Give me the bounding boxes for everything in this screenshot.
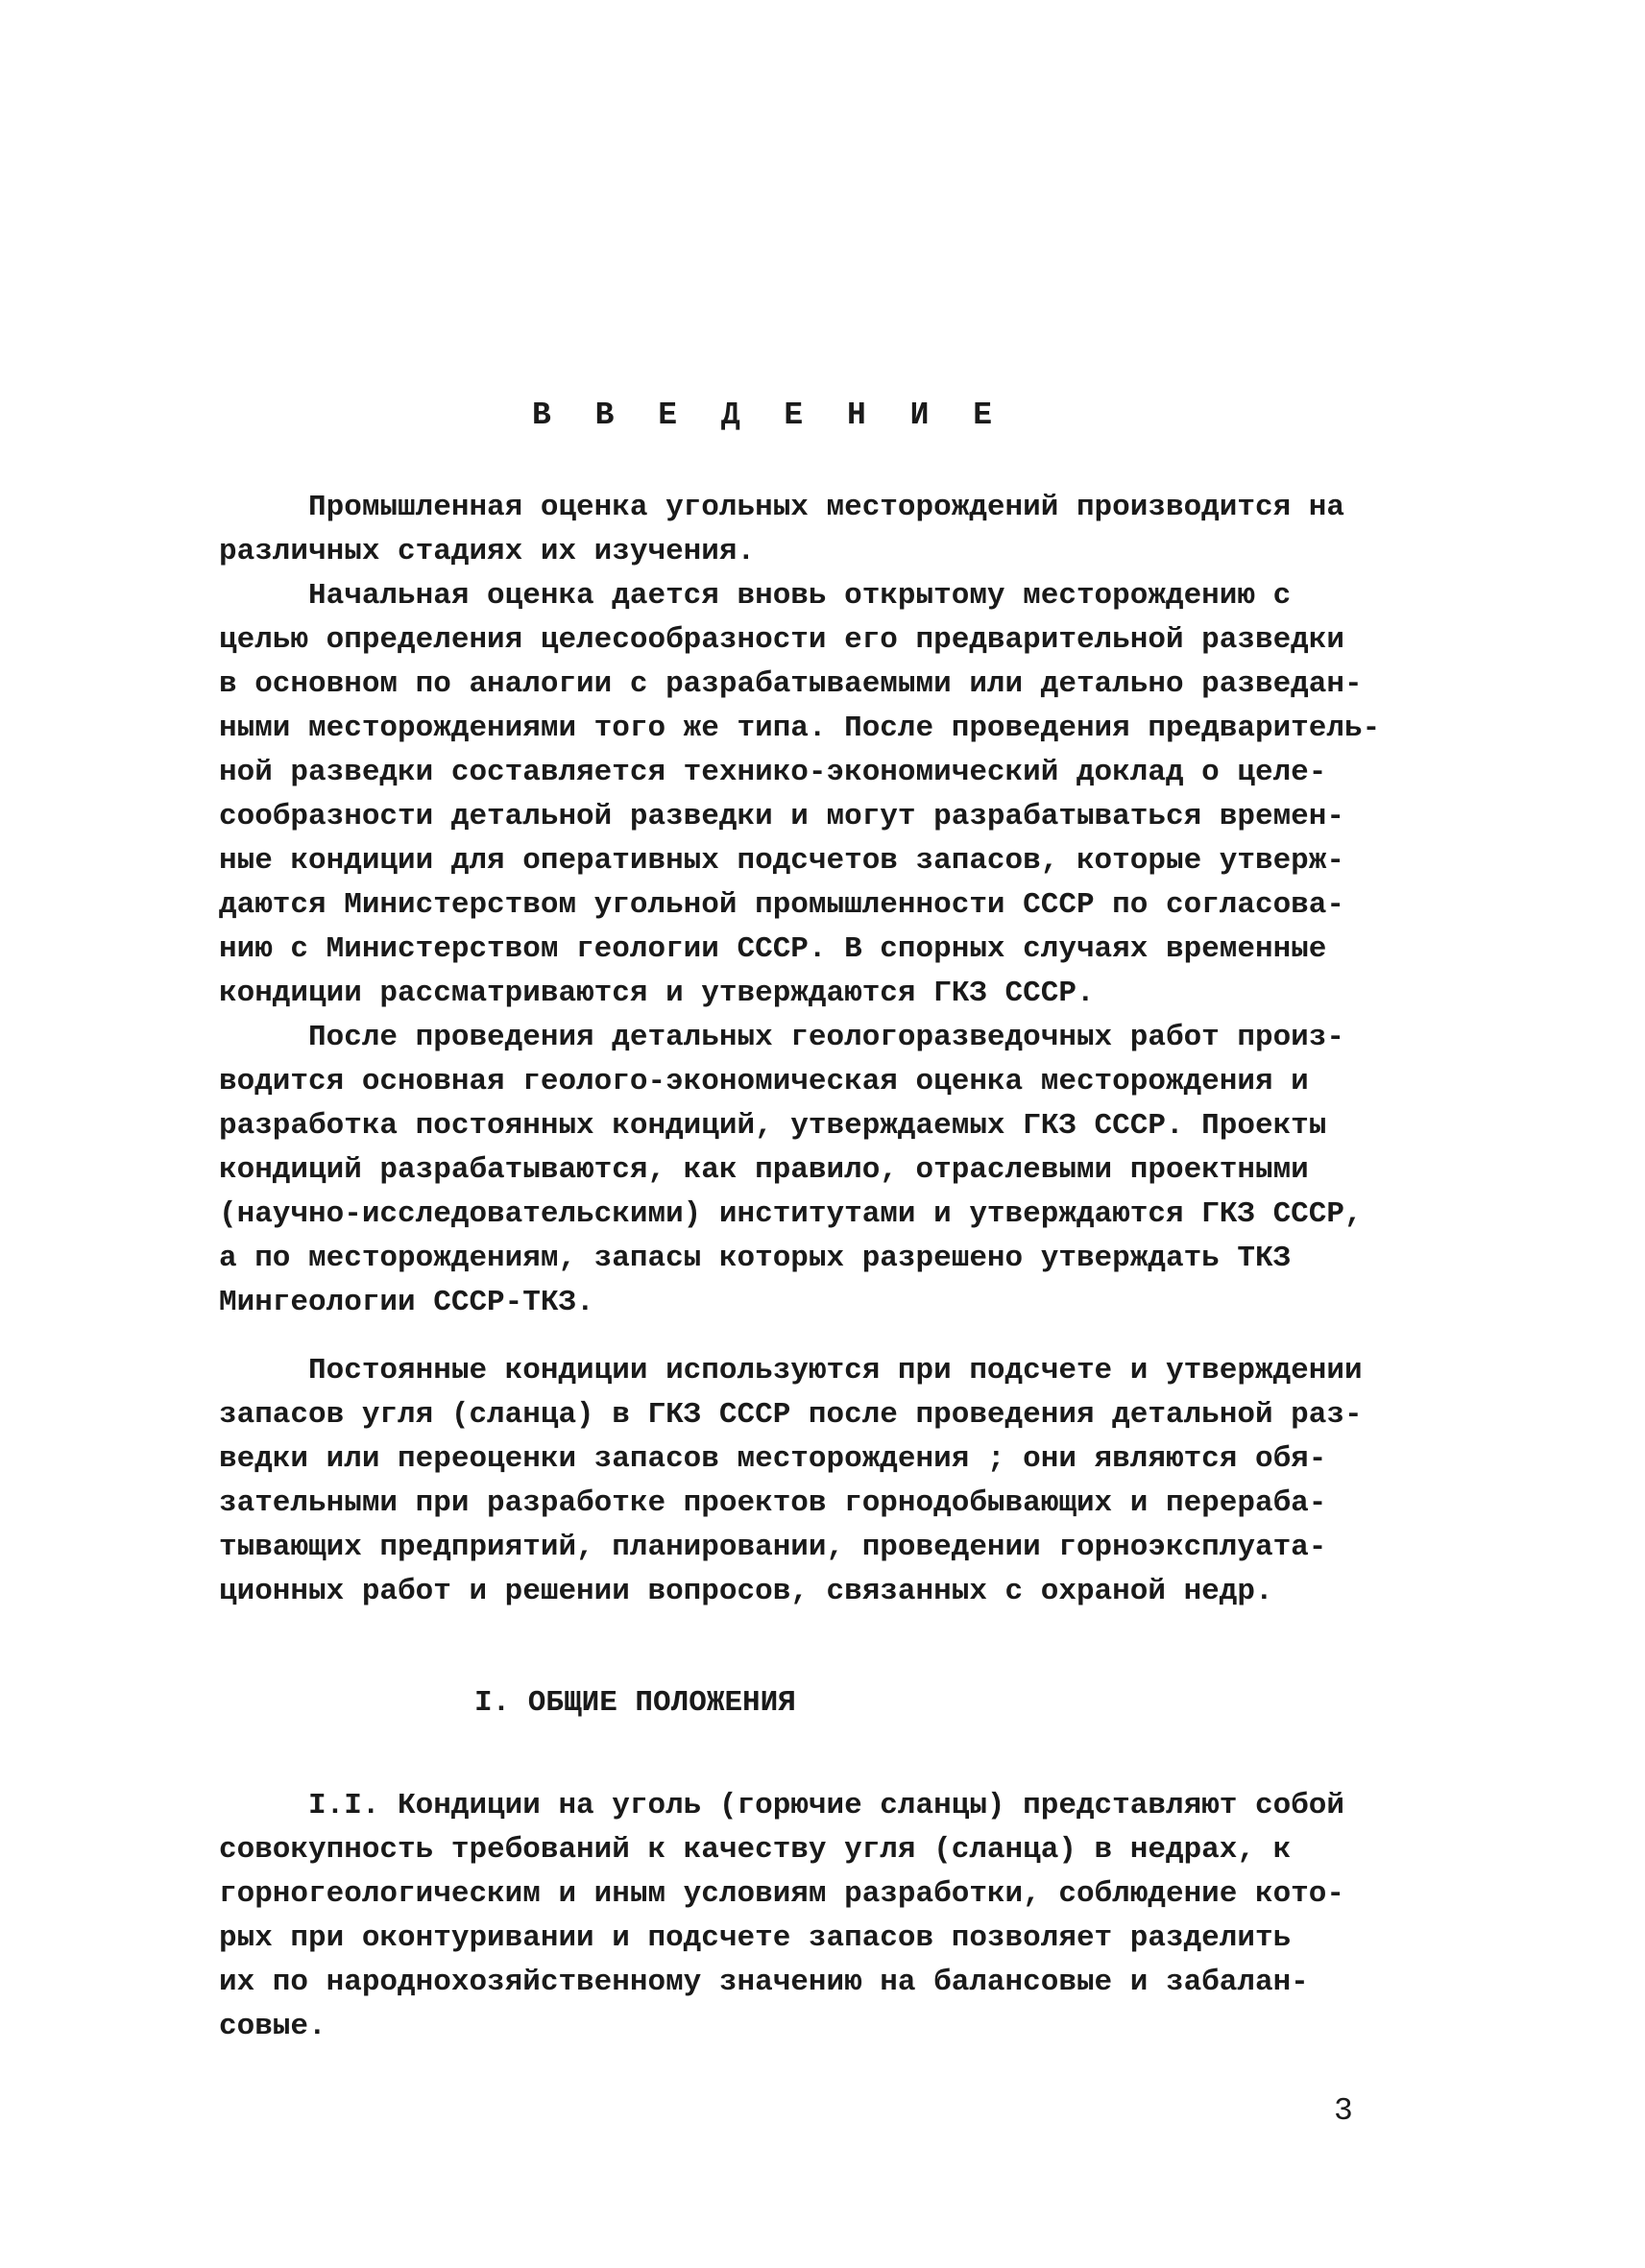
section-heading: I. ОБЩИЕ ПОЛОЖЕНИЯ	[474, 1686, 796, 1720]
text-line: нию с Министерством геологии СССР. В спорных случаях временные	[219, 932, 1327, 966]
text-line: ной разведки составляется технико-экономический доклад о целе-	[219, 756, 1327, 789]
text-line: рых при оконтуривании и подсчете запасов позволяет разделить	[219, 1921, 1292, 1955]
text-line: ными месторождениями того же типа. После проведения предваритель-	[219, 712, 1381, 745]
text-line: совокупность требований к качеству угля (сланца) в недрах, к	[219, 1833, 1292, 1867]
text-line: зательными при разработке проектов горнодобывающих и перераба-	[219, 1486, 1327, 1520]
text-line: горногеологическим и иным условиям разработки, соблюдение кото-	[219, 1877, 1344, 1911]
text-line: а по месторождениям, запасы которых разрешено утверждать ТКЗ	[219, 1242, 1292, 1275]
text-line: кондиций разрабатываются, как правило, отраслевыми проектными	[219, 1153, 1309, 1187]
text-line: Мингеологии СССР-ТКЗ.	[219, 1286, 594, 1319]
text-line: тывающих предприятий, планировании, проведении горноэксплуата-	[219, 1531, 1327, 1564]
page-number: 3	[1334, 2093, 1353, 2129]
text-line: (научно-исследовательскими) институтами и утверждаются ГКЗ СССР,	[219, 1197, 1363, 1231]
text-line: целью определения целесообразности его предварительной разведки	[219, 623, 1344, 657]
text-line: запасов угля (сланца) в ГКЗ СССР после проведения детальной раз-	[219, 1398, 1363, 1432]
text-line: кондиции рассматриваются и утверждаются ГКЗ СССР.	[219, 977, 1095, 1010]
text-line: сообразности детальной разведки и могут разрабатываться времен-	[219, 800, 1344, 833]
text-line: в основном по аналогии с разрабатываемыми или детально разведан-	[219, 667, 1363, 701]
text-line: ные кондиции для оперативных подсчетов запасов, которые утверж-	[219, 844, 1344, 878]
text-line: разработка постоянных кондиций, утверждаемых ГКЗ СССР. Проекты	[219, 1109, 1327, 1143]
text-line: различных стадиях их изучения.	[219, 535, 756, 568]
text-line: Постоянные кондиции используются при подсчете и утверждении	[219, 1354, 1363, 1387]
text-line: I.I. Кондиции на уголь (горючие сланцы) представляют собой	[219, 1789, 1344, 1822]
text-line: ционных работ и решении вопросов, связанных с охраной недр.	[219, 1575, 1273, 1608]
text-line: ведки или переоценки запасов месторождения ; они являются обя-	[219, 1442, 1327, 1476]
text-line: Начальная оценка дается вновь открытому месторождению с	[219, 579, 1292, 613]
text-line: водится основная геолого-экономическая оценка месторождения и	[219, 1065, 1309, 1098]
text-line: Промышленная оценка угольных месторождений производится на	[219, 491, 1344, 524]
text-line: совые.	[219, 2010, 327, 2043]
text-line: их по народнохозяйственному значению на балансовые и забалан-	[219, 1966, 1309, 1999]
page-title: В В Е Д Е Н И Е	[532, 398, 1005, 433]
text-line: даются Министерством угольной промышленности СССР по согласова-	[219, 888, 1344, 922]
text-line: После проведения детальных геологоразведочных работ произ-	[219, 1021, 1344, 1054]
